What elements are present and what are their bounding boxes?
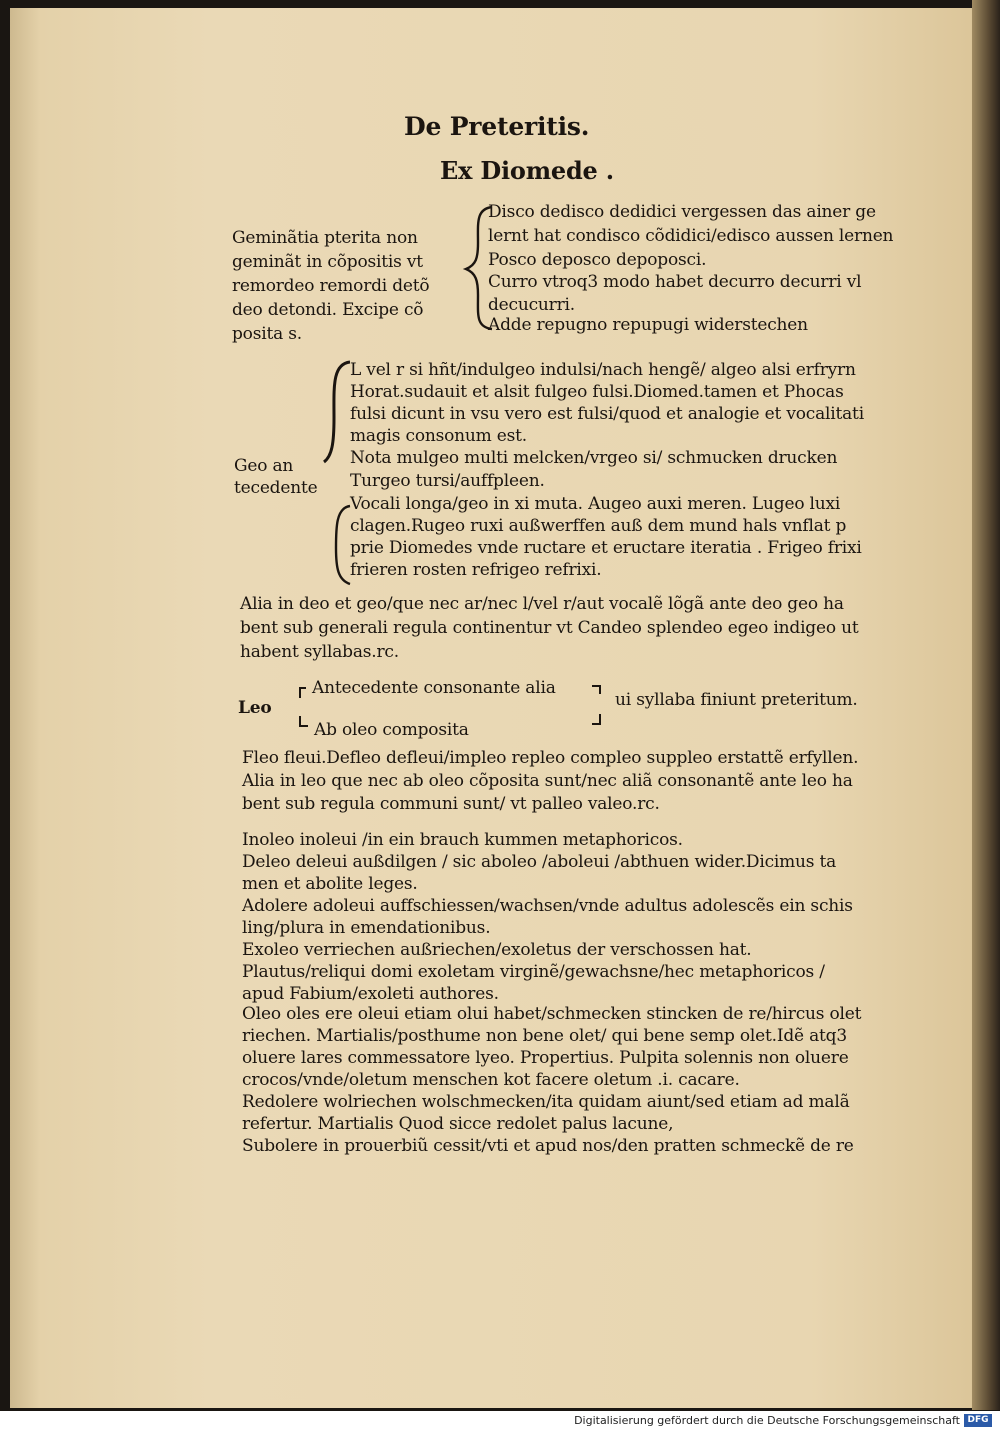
para3-line: Adolere adoleui auffschiessen/wachsen/vnde adultus adolescẽs ein schis	[242, 896, 853, 916]
para3-line: oluere lares commessatore lyeo. Propertius. Pulpita solennis non oluere	[242, 1048, 849, 1068]
footer-text: Digitalisierung gefördert durch die Deutsche Forschungsgemeinschaft	[574, 1414, 960, 1427]
para3-line: refertur. Martialis Quod sicce redolet palus lacune,	[242, 1114, 674, 1134]
para3-line: Exoleo verriechen außriechen/exoletus der verschossen hat.	[242, 940, 752, 960]
para3-line: Inoleo inoleui /in ein brauch kummen metaphoricos.	[242, 830, 683, 850]
block2-right-line: magis consonum est.	[350, 426, 528, 446]
para2-line: Fleo fleui.Defleo defleui/impleo repleo compleo suppleo erstattẽ erfyllen.	[242, 748, 859, 768]
block2-right-line: Horat.sudauit et alsit fulgeo fulsi.Diomed.tamen et Phocas	[350, 382, 844, 402]
para1-line: habent syllabas.rc.	[240, 642, 399, 662]
block2-left-line: tecedente	[234, 478, 318, 498]
block2-right-line: Nota mulgeo multi melcken/vrgeo si/ schmucken drucken	[350, 448, 838, 468]
block2-right-line: frieren rosten refrigeo refrixi.	[350, 560, 602, 580]
para2-line: Alia in leo que nec ab oleo cõposita sunt/nec aliã consonantẽ ante leo ha	[242, 771, 853, 791]
block1-left-line: geminãt in cõpositis vt	[232, 252, 423, 272]
block1-left-line: remordeo remordi detõ	[232, 276, 430, 296]
block3-bottom: Ab oleo composita	[314, 720, 469, 740]
block1-right-line: Adde repugno repupugi widerstechen	[488, 315, 808, 335]
para3-line: Oleo oles ere oleui etiam olui habet/schmecken stincken de re/hircus olet	[242, 1004, 862, 1024]
block2-right-line: Vocali longa/geo in xi muta. Augeo auxi meren. Lugeo luxi	[350, 494, 841, 514]
block2-right-line: L vel r si hñt/indulgeo indulsi/nach hengẽ/ algeo alsi erfryrn	[350, 360, 856, 380]
para3-line: Deleo deleui außdilgen / sic aboleo /aboleui /abthuen wider.Dicimus ta	[242, 852, 837, 872]
page-subtitle: Ex Diomede .	[440, 156, 614, 185]
para3-line: crocos/vnde/oletum menschen kot facere oletum .i. cacare.	[242, 1070, 740, 1090]
block3-right: ui syllaba finiunt preteritum.	[615, 690, 858, 710]
para3-line: apud Fabium/exoleti authores.	[242, 984, 499, 1004]
block2-right-line: clagen.Rugeo ruxi außwerffen auß dem mund hals vnflat p	[350, 516, 847, 536]
para1-line: Alia in deo et geo/que nec ar/nec l/vel r/aut vocalẽ lõgã ante deo geo ha	[240, 594, 844, 614]
block2-right-line: prie Diomedes vnde ructare et eructare iteratia . Frigeo frixi	[350, 538, 862, 558]
block1-right-line: Curro vtroq3 modo habet decurro decurri vl	[488, 272, 862, 292]
block1-left-line: posita s.	[232, 324, 302, 344]
para3-line: Redolere wolriechen wolschmecken/ita quidam aiunt/sed etiam ad malã	[242, 1092, 850, 1112]
block2-right-line: Turgeo tursi/auffpleen.	[350, 471, 545, 491]
para3-line: Plautus/reliqui domi exoletam virginẽ/gewachsne/hec metaphoricos /	[242, 962, 825, 982]
block1-right-line: Posco deposco depoposci.	[488, 250, 707, 270]
para3-line: riechen. Martialis/posthume non bene olet/ qui bene semp olet.Idẽ atq3	[242, 1026, 847, 1046]
para1-line: bent sub generali regula continentur vt Candeo splendeo egeo indigeo ut	[240, 618, 859, 638]
block1-right-line: Disco dedisco dedidici vergessen das ainer ge	[488, 202, 876, 222]
book-page	[10, 8, 990, 1408]
block1-right-line: lernt hat condisco cõdidici/edisco aussen lernen	[488, 226, 894, 246]
para3-line: ling/plura in emendationibus.	[242, 918, 491, 938]
block2-left-line: Geo an	[234, 456, 294, 476]
block1-right-line: decucurri.	[488, 295, 575, 315]
block1-left-line: deo detondi. Excipe cõ	[232, 300, 424, 320]
footer-bar	[0, 1411, 1000, 1431]
dfg-logo-icon: DFG	[964, 1414, 992, 1427]
block2-right-line: fulsi dicunt in vsu vero est fulsi/quod et analogie et vocalitati	[350, 404, 864, 424]
block3-left: Leo	[238, 698, 272, 718]
para2-line: bent sub regula communi sunt/ vt palleo valeo.rc.	[242, 794, 660, 814]
para3-line: Subolere in prouerbiũ cessit/vti et apud nos/den pratten schmeckẽ de re	[242, 1136, 854, 1156]
para3-line: men et abolite leges.	[242, 874, 418, 894]
book-spine	[972, 0, 1000, 1410]
block3-top: Antecedente consonante alia	[312, 678, 556, 698]
page-title: De Preteritis.	[404, 112, 590, 141]
block1-left-line: Geminãtia pterita non	[232, 228, 418, 248]
